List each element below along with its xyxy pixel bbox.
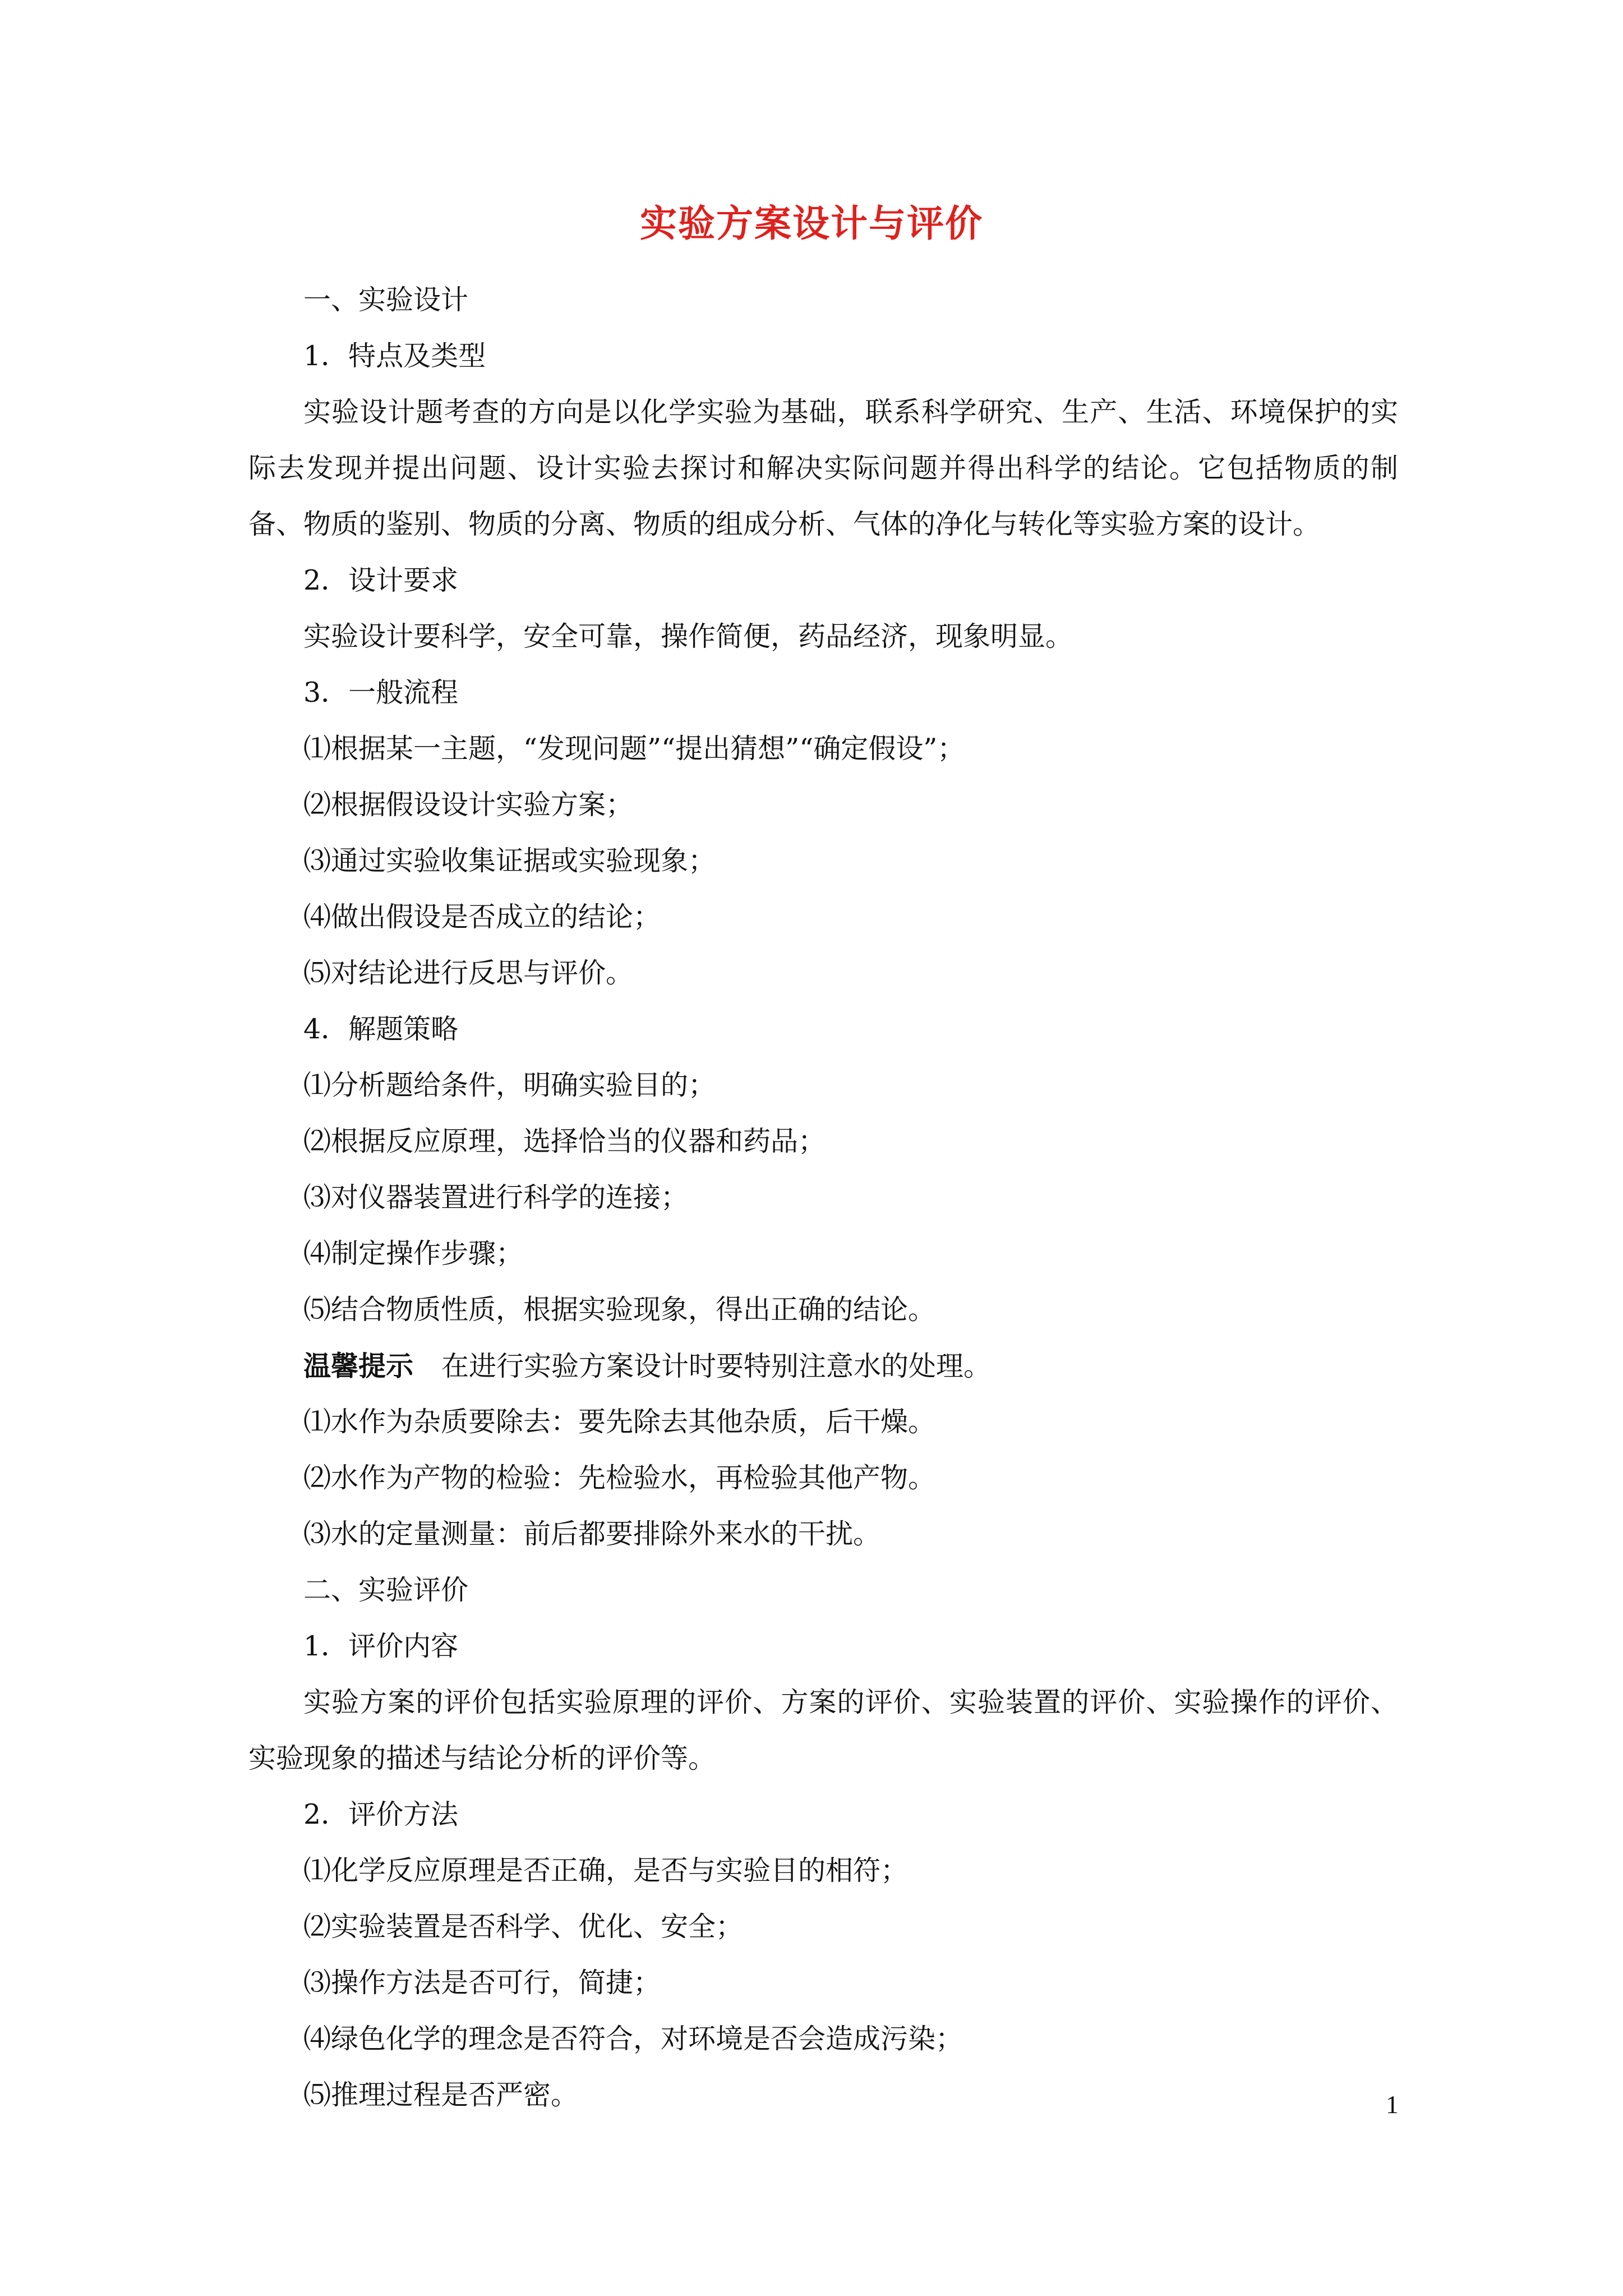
- list-item: ⑸推理过程是否严密。: [303, 2079, 579, 2111]
- list-item: ⑶水的定量测量：前后都要排除外来水的干扰。: [303, 1518, 881, 1550]
- list-item: ⑵根据假设设计实验方案；: [303, 789, 634, 821]
- list-item: ⑶通过实验收集证据或实验现象；: [303, 845, 716, 877]
- subheading-evaluation-content: 1．评价内容: [303, 1630, 459, 1662]
- section-heading-experiment-design: 一、实验设计: [303, 284, 469, 316]
- document-body: [248, 272, 1398, 2123]
- list-item: ⑶操作方法是否可行，简捷；: [303, 1967, 661, 1999]
- list-item: ⑴分析题给条件，明确实验目的；: [303, 1069, 716, 1101]
- list-item: ⑸对结论进行反思与评价。: [303, 957, 634, 989]
- tip-label: 温馨提示: [303, 1350, 414, 1382]
- subheading-design-requirements: 2．设计要求: [303, 564, 459, 596]
- list-item: ⑵实验装置是否科学、优化、安全；: [303, 1911, 744, 1943]
- tip-line: [248, 1338, 1398, 1394]
- list-item: ⑷绿色化学的理念是否符合，对环境是否会造成污染；: [303, 2023, 963, 2055]
- paragraph-design-requirements: 实验设计要科学，安全可靠，操作简便，药品经济，现象明显。: [303, 620, 1073, 652]
- subheading-solving-strategy: 4．解题策略: [303, 1013, 459, 1045]
- list-item: ⑷做出假设是否成立的结论；: [303, 901, 661, 933]
- list-item: ⑵根据反应原理，选择恰当的仪器和药品；: [303, 1125, 826, 1157]
- list-item: ⑴水作为杂质要除去：要先除去其他杂质，后干燥。: [303, 1406, 936, 1438]
- section-heading-experiment-evaluation: 二、实验评价: [303, 1574, 469, 1606]
- paragraph-evaluation-content: 实验方案的评价包括实验原理的评价、方案的评价、实验装置的评价、实验操作的评价、实验现象的描述与结论分析的评价等。: [248, 1686, 1398, 1774]
- subheading-general-process: 3．一般流程: [303, 677, 459, 708]
- list-item: ⑵水作为产物的检验：先检验水，再检验其他产物。: [303, 1462, 936, 1494]
- list-item: ⑷制定操作步骤；: [303, 1237, 524, 1269]
- page-number: 1: [1386, 2090, 1399, 2119]
- list-item: ⑶对仪器装置进行科学的连接；: [303, 1181, 689, 1213]
- subheading-evaluation-method: 2．评价方法: [303, 1798, 459, 1830]
- list-item: ⑸结合物质性质，根据实验现象，得出正确的结论。: [303, 1294, 936, 1326]
- list-item: ⑴化学反应原理是否正确，是否与实验目的相符；: [303, 1855, 909, 1887]
- subheading-features-types: 1．特点及类型: [303, 340, 486, 372]
- list-item: ⑴根据某一主题，“发现问题”“提出猜想”“确定假设”；: [303, 733, 965, 765]
- tip-text: 在进行实验方案设计时要特别注意水的处理。: [441, 1350, 992, 1382]
- document-title: 实验方案设计与评价: [640, 201, 983, 245]
- paragraph-features-types: 实验设计题考查的方向是以化学实验为基础，联系科学研究、生产、生活、环境保护的实际去发现并提出问题、设计实验去探讨和解决实际问题并得出科学的结论。它包括物质的制备、物质的鉴别、物质的分离、物质的组成分析、气体的净化与转化等实验方案的设计。: [248, 396, 1398, 540]
